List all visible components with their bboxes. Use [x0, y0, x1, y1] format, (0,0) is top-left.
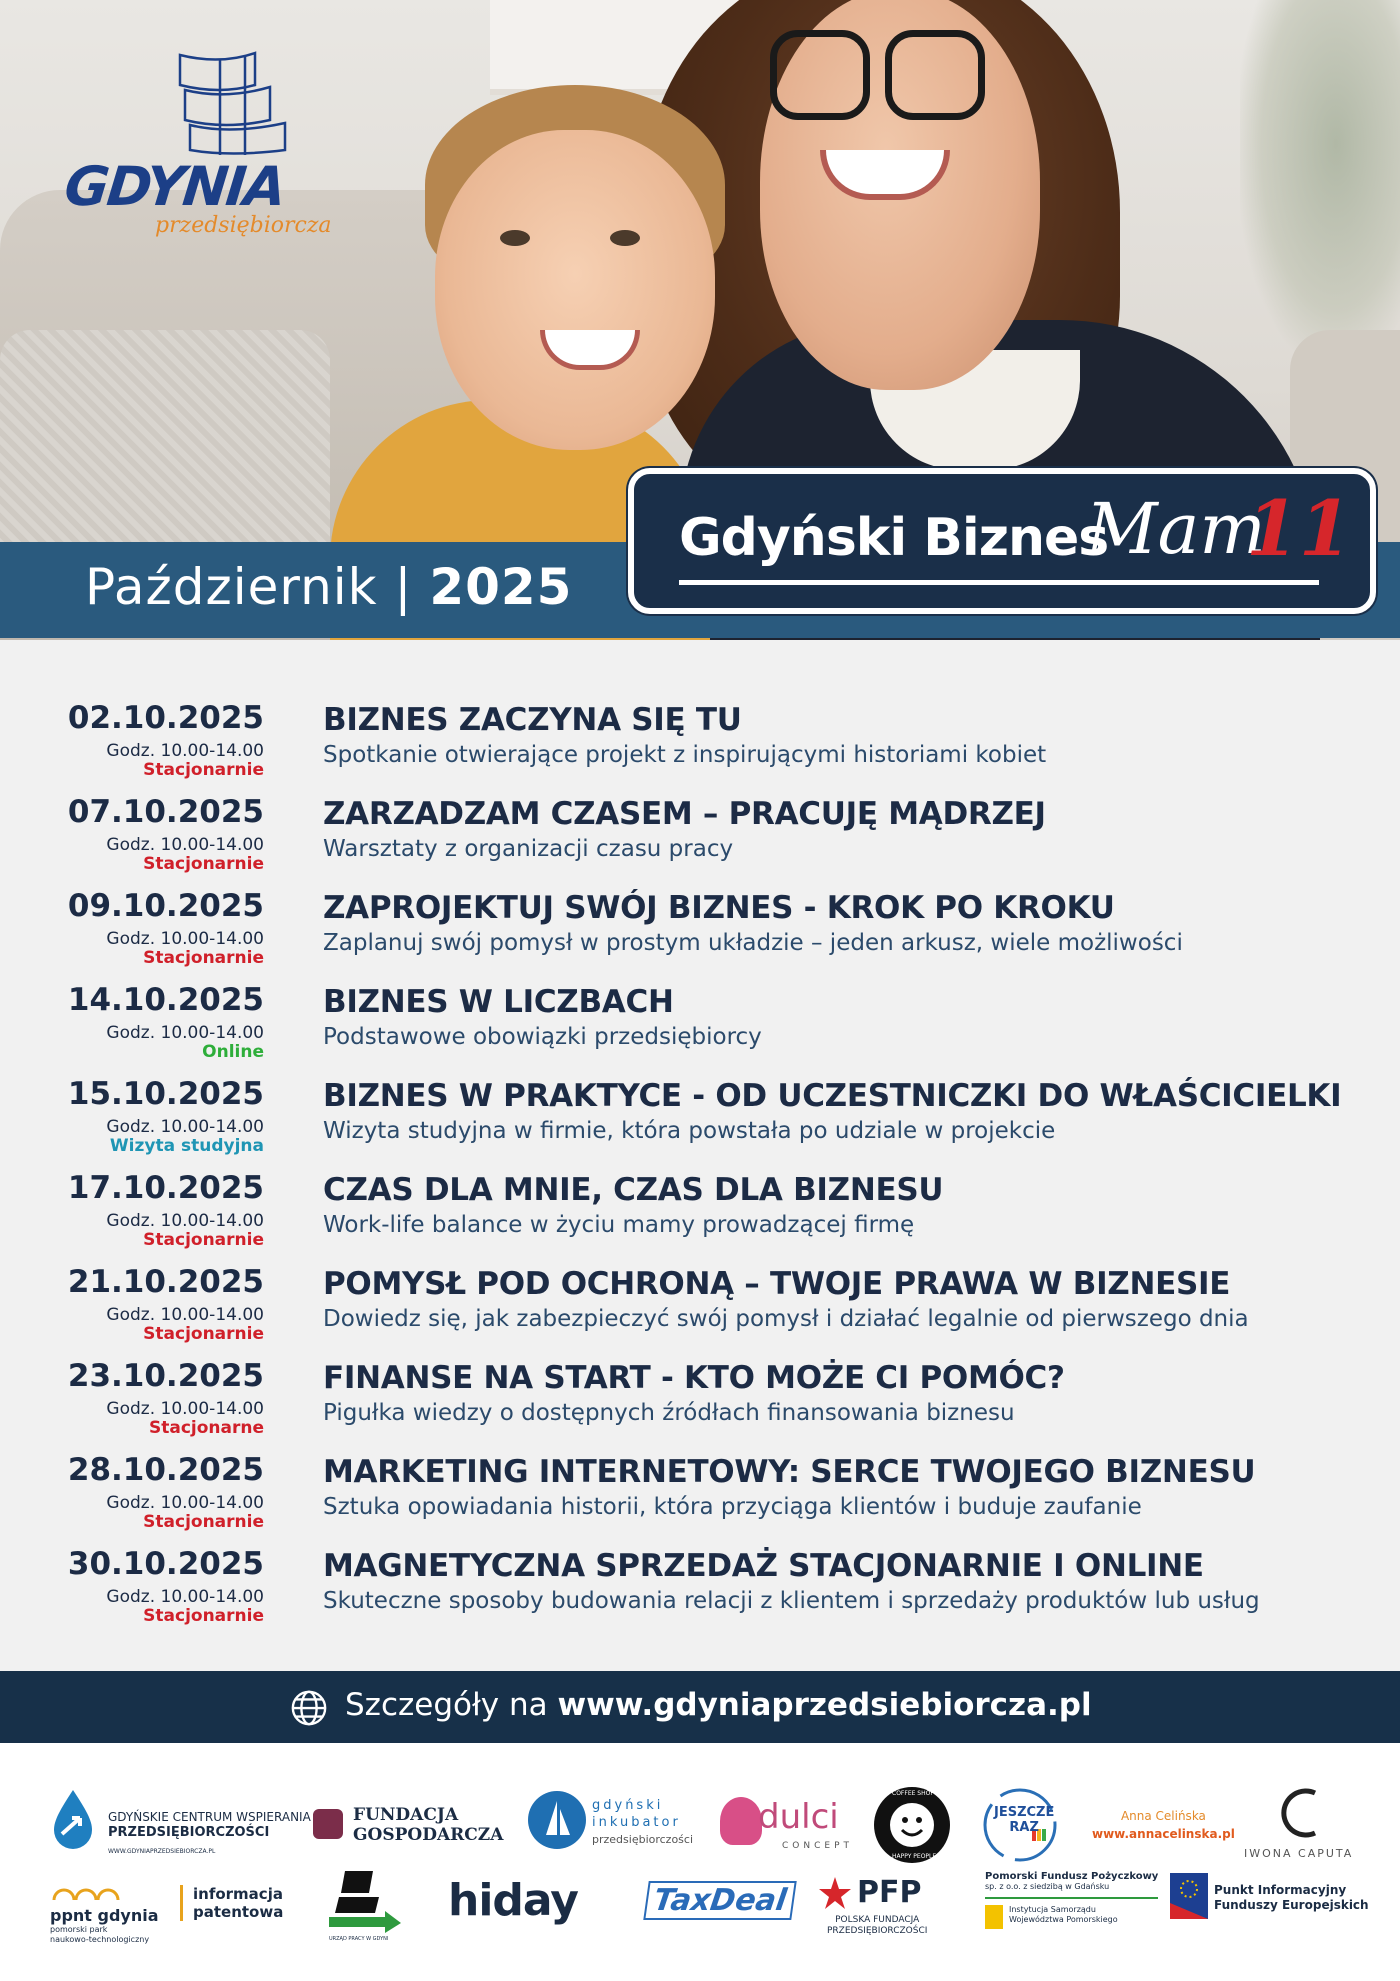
- program-edition-number: 11: [1246, 484, 1352, 573]
- event-description: Work-life balance w życiu mamy prowadzącej firmę: [323, 1212, 915, 1238]
- event-description: Podstawowe obowiązki przedsiębiorcy: [323, 1024, 762, 1050]
- event-title: BIZNES W PRAKTYCE - OD UCZESTNICZKI DO WŁAŚCICIELKI: [323, 1078, 1342, 1114]
- anna-url: www.annacelinska.pl: [1092, 1827, 1235, 1841]
- event-time: Godz. 10.00-14.00: [106, 929, 264, 949]
- event-time: Godz. 10.00-14.00: [106, 1305, 264, 1325]
- glasses: [770, 30, 980, 125]
- ship-sails-icon: [160, 45, 300, 165]
- anna-name: Anna Celińska: [1120, 1809, 1206, 1823]
- droplet-arrow-icon: [50, 1788, 96, 1852]
- program-title-box: [628, 468, 1376, 614]
- pfpz-line3: Instytucja Samorządu: [1009, 1905, 1096, 1914]
- program-title-main: Gdyński Biznes: [679, 508, 1109, 568]
- hiday-logo: hiday: [448, 1875, 578, 1926]
- ip-line2: patentowa: [193, 1903, 284, 1921]
- pfp-sub2: PRZEDSIĘBIORCZOŚCI: [827, 1926, 928, 1936]
- gcwp-url: WWW.GDYNIAPRZEDSIEBIORCZA.PL: [108, 1848, 216, 1855]
- event-mode: Stacjonarnie: [143, 854, 264, 874]
- event-row: [0, 1170, 1400, 1264]
- pfp-cross-icon: [815, 1873, 855, 1913]
- event-title: ZAPROJEKTUJ SWÓJ BIZNES - KROK PO KROKU: [323, 890, 1115, 926]
- event-date: 30.10.2025: [67, 1546, 264, 1582]
- event-mode: Online: [202, 1042, 264, 1062]
- event-date: 21.10.2025: [67, 1264, 264, 1300]
- globe-icon: [290, 1689, 328, 1727]
- event-title: FINANSE NA START - KTO MOŻE CI POMÓC?: [323, 1360, 1065, 1396]
- event-row: [0, 1076, 1400, 1170]
- ip-line1: informacja: [193, 1885, 283, 1903]
- pife-logo: [1170, 1873, 1369, 1923]
- pife-line1: Punkt Informacyjny: [1214, 1883, 1347, 1897]
- event-time: Godz. 10.00-14.00: [106, 835, 264, 855]
- gip-line1: gdyński: [592, 1798, 664, 1813]
- title-underline: [679, 580, 1319, 585]
- ppnt-gdynia-logo: [50, 1878, 159, 1945]
- event-date: 07.10.2025: [67, 794, 264, 830]
- boy-eye: [500, 230, 530, 246]
- event-time: Godz. 10.00-14.00: [106, 1587, 264, 1607]
- event-description: Pigułka wiedzy o dostępnych źródłach finansowania biznesu: [323, 1400, 1015, 1426]
- event-mode: Stacjonarnie: [143, 1512, 264, 1532]
- urzad-pracy-gdynia-logo: [325, 1863, 405, 1942]
- boy-eye: [610, 230, 640, 246]
- ppnt-sub2: naukowo-technologiczny: [50, 1935, 150, 1944]
- anna-celinska-logo: [1092, 1809, 1235, 1841]
- event-row: [0, 1264, 1400, 1358]
- program-title-script: Mam: [1086, 488, 1266, 570]
- ppnt-arcs-icon: [50, 1878, 140, 1902]
- gdynia-logo: [61, 45, 332, 245]
- background-plant: [1240, 0, 1400, 360]
- month-label: Październik: [85, 558, 378, 616]
- gip-logo: [526, 1789, 694, 1855]
- event-mode: Stacjonarnie: [143, 1324, 264, 1344]
- pfpz-line4: Województwa Pomorskiego: [1009, 1915, 1118, 1924]
- event-row: [0, 1358, 1400, 1452]
- iwona-caputa-logo: [1244, 1783, 1354, 1860]
- jeszcze-line2: RAZ: [1009, 1820, 1039, 1835]
- pfp-sub1: POLSKA FUNDACJA: [835, 1915, 920, 1925]
- event-description: Wizyta studyjna w firmie, która powstała po udziale w projekcie: [323, 1118, 1056, 1144]
- event-time: Godz. 10.00-14.00: [106, 1399, 264, 1419]
- event-title: MARKETING INTERNETOWY: SERCE TWOJEGO BIZNESU: [323, 1454, 1256, 1490]
- happy-people-coffee-logo: [872, 1785, 952, 1869]
- logo-subtitle: przedsiębiorcza: [155, 213, 332, 238]
- event-row: [0, 982, 1400, 1076]
- event-time: Godz. 10.00-14.00: [106, 1211, 264, 1231]
- event-time: Godz. 10.00-14.00: [106, 1493, 264, 1513]
- event-row: [0, 700, 1400, 794]
- dulci-name: dulci: [758, 1797, 839, 1837]
- details-text: [345, 1687, 1092, 1723]
- event-title: POMYSŁ POD OCHRONĄ – TWOJE PRAWA W BIZNESIE: [323, 1266, 1231, 1302]
- event-date: 14.10.2025: [67, 982, 264, 1018]
- pfpz-line2: sp. z o.o. z siedzibą w Gdańsku: [985, 1882, 1110, 1891]
- logo-wordmark: GDYNIA: [61, 155, 288, 218]
- details-footer: [0, 1671, 1400, 1743]
- event-mode: Stacjonarne: [148, 1418, 264, 1438]
- month-year-heading: [85, 558, 572, 616]
- gcwp-line2: PRZEDSIĘBIORCZOŚCI: [108, 1825, 270, 1840]
- event-title: MAGNETYCZNA SPRZEDAŻ STACJONARNIE I ONLINE: [323, 1548, 1204, 1584]
- event-time: Godz. 10.00-14.00: [106, 1117, 264, 1137]
- event-date: 15.10.2025: [67, 1076, 264, 1112]
- event-row: [0, 1546, 1400, 1640]
- event-row: [0, 1452, 1400, 1546]
- event-title: BIZNES W LICZBACH: [323, 984, 674, 1020]
- event-date: 02.10.2025: [67, 700, 264, 736]
- year-label: 2025: [429, 558, 573, 616]
- pfp-logo: [815, 1873, 928, 1936]
- event-date: 23.10.2025: [67, 1358, 264, 1394]
- details-prefix: Szczegóły na: [345, 1687, 548, 1723]
- event-title: ZARZADZAM CZASEM – PRACUJĘ MĄDRZEJ: [323, 796, 1046, 832]
- taxdeal-logo: TaxDeal: [643, 1881, 797, 1920]
- partner-logos: [0, 1743, 1400, 1981]
- fg-line2: GOSPODARCZA: [353, 1825, 504, 1845]
- event-time: Godz. 10.00-14.00: [106, 741, 264, 761]
- pfpz-line1: Pomorski Fundusz Pożyczkowy: [985, 1871, 1159, 1882]
- event-description: Dowiedz się, jak zabezpieczyć swój pomysł i działać legalnie od pierwszego dnia: [323, 1306, 1249, 1332]
- ppnt-name: ppnt gdynia: [50, 1906, 159, 1925]
- event-time: Godz. 10.00-14.00: [106, 1023, 264, 1043]
- website-link[interactable]: www.gdyniaprzedsiebiorcza.pl: [557, 1687, 1092, 1723]
- event-mode: Stacjonarnie: [143, 760, 264, 780]
- dulci-sub: CONCEPT: [782, 1841, 853, 1851]
- pomorski-fundusz-logo: [985, 1871, 1158, 1929]
- pife-line2: Funduszy Europejskich: [1214, 1898, 1369, 1912]
- event-date: 28.10.2025: [67, 1452, 264, 1488]
- event-description: Spotkanie otwierające projekt z inspirującymi historiami kobiet: [323, 742, 1047, 768]
- event-description: Zaplanuj swój pomysł w prostym układzie – jeden arkusz, wiele możliwości: [323, 930, 1183, 956]
- informacja-patentowa-logo: [180, 1885, 283, 1921]
- crescent-c-icon: [1273, 1783, 1333, 1843]
- event-mode: Wizyta studyjna: [109, 1136, 264, 1156]
- gip-line3: przedsiębiorczości: [592, 1833, 694, 1846]
- heading-separator: |: [394, 558, 413, 616]
- gip-line2: inkubator: [592, 1815, 681, 1830]
- event-date: 17.10.2025: [67, 1170, 264, 1206]
- event-mode: Stacjonarnie: [143, 1230, 264, 1250]
- ppnt-sub1: pomorski park: [50, 1925, 108, 1934]
- event-title: CZAS DLA MNIE, CZAS DLA BIZNESU: [323, 1172, 944, 1208]
- event-mode: Stacjonarnie: [143, 1606, 264, 1626]
- gcwp-line1: GDYŃSKIE CENTRUM WSPIERANIA: [108, 1810, 311, 1824]
- event-description: Warsztaty z organizacji czasu pracy: [323, 836, 734, 862]
- dulci-figure-icon: [720, 1797, 762, 1845]
- fg-line1: FUNDACJA: [353, 1805, 459, 1825]
- gcwp-logo: [50, 1788, 311, 1856]
- fg-mark-icon: [313, 1809, 343, 1839]
- boy-face: [435, 130, 715, 450]
- eu-flag-icon: [1170, 1873, 1208, 1919]
- pomorskie-crest-icon: [985, 1905, 1003, 1929]
- coffee-top: COFFEE SHOP: [892, 1790, 934, 1797]
- event-title: BIZNES ZACZYNA SIĘ TU: [323, 702, 742, 738]
- pfp-name: PFP: [857, 1875, 922, 1910]
- jeszcze-line1: JESZCZE: [994, 1805, 1055, 1820]
- ship-arrow-icon: [325, 1863, 405, 1933]
- event-row: [0, 794, 1400, 888]
- upgdynia-label: URZĄD PRACY W GDYNI: [329, 1936, 389, 1942]
- event-mode: Stacjonarnie: [143, 948, 264, 968]
- event-row: [0, 888, 1400, 982]
- iwona-name: IWONA CAPUTA: [1244, 1847, 1354, 1860]
- coffee-bottom: HAPPY PEOPLE: [892, 1853, 937, 1860]
- jeszcze-raz-logo: [980, 1785, 1060, 1869]
- inkubator-sail-icon: [526, 1789, 588, 1851]
- event-date: 09.10.2025: [67, 888, 264, 924]
- event-description: Sztuka opowiadania historii, która przyciąga klientów i buduje zaufanie: [323, 1494, 1142, 1520]
- event-description: Skuteczne sposoby budowania relacji z klientem i sprzedaży produktów lub usług: [323, 1588, 1260, 1614]
